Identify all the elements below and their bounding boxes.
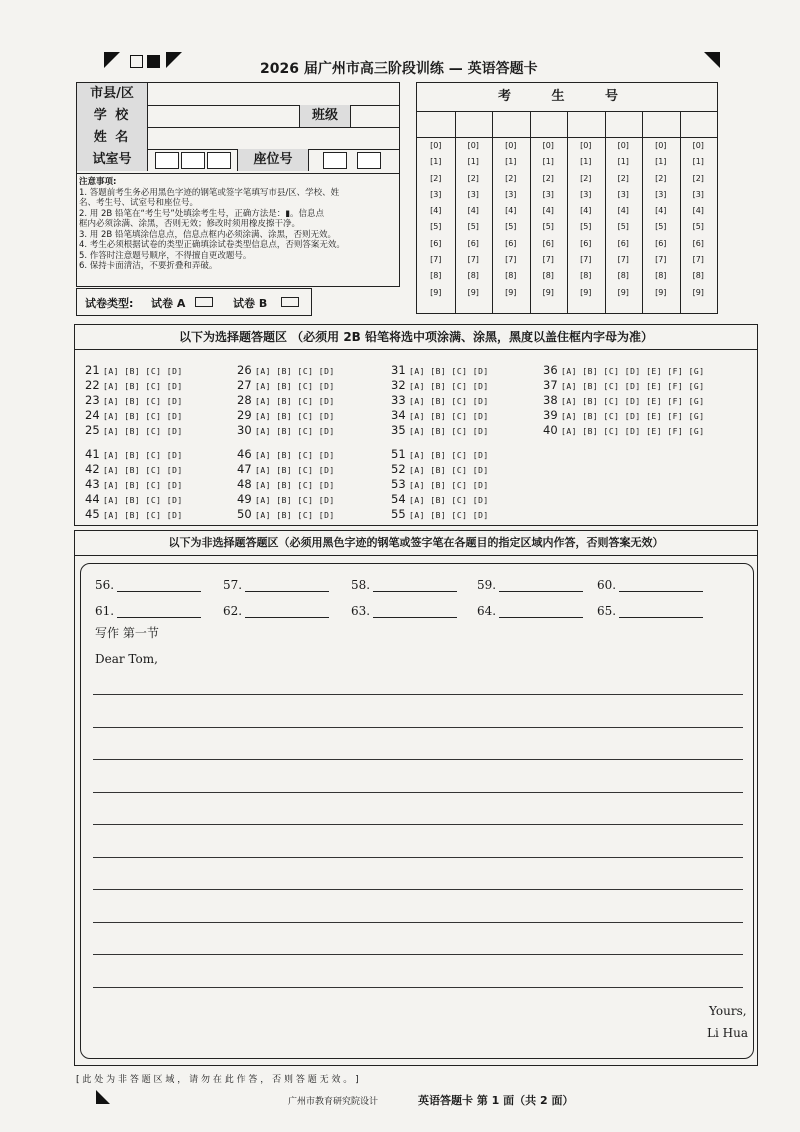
info-row-school xyxy=(77,105,399,128)
answer-bubbles[interactable]: [A] [B] [C] [D] xyxy=(409,367,489,376)
digit-bubble[interactable]: [3] xyxy=(655,189,667,199)
digit-bubble[interactable]: [8] xyxy=(692,271,704,281)
answer-bubbles[interactable]: [A] [B] [C] [D] xyxy=(409,496,489,505)
digit-bubble[interactable]: [7] xyxy=(617,255,629,265)
room-digit-box[interactable] xyxy=(181,152,205,169)
exam-number-column xyxy=(530,111,569,313)
exam-number-write-box[interactable] xyxy=(567,111,605,138)
digit-bubble[interactable]: [2] xyxy=(655,173,667,183)
blank-number: 58. xyxy=(351,578,371,592)
question-row xyxy=(85,462,183,477)
digit-bubble[interactable]: [1] xyxy=(467,157,479,167)
digit-bubble[interactable]: [6] xyxy=(617,238,629,248)
digit-bubble[interactable]: [7] xyxy=(542,255,554,265)
question-number: 49 xyxy=(237,492,252,506)
alignment-mark-icon xyxy=(704,52,720,68)
exam-number-grid xyxy=(416,82,718,314)
digit-bubble[interactable]: [2] xyxy=(505,173,517,183)
digit-bubble[interactable]: [2] xyxy=(580,173,592,183)
note-line: 名、考生号、试室号和座位号。 xyxy=(79,198,199,208)
question-row xyxy=(543,393,705,408)
writing-line[interactable] xyxy=(93,857,743,858)
answer-bubbles[interactable]: [A] [B] [C] [D] xyxy=(409,481,489,490)
blank-line[interactable] xyxy=(117,605,201,618)
question-number: 26 xyxy=(237,363,252,377)
question-number: 42 xyxy=(85,462,100,476)
digit-bubble[interactable]: [9] xyxy=(430,287,442,297)
note-line: 6. 保持卡面清洁，不要折叠和弄破。 xyxy=(79,261,218,271)
note-line: 1. 答题前考生务必用黑色字迹的钢笔或签字笔填写市县/区、学校、姓 xyxy=(79,187,340,198)
digit-bubble[interactable]: [4] xyxy=(692,206,704,216)
question-number: 55 xyxy=(391,507,406,521)
digit-bubble[interactable]: [4] xyxy=(580,206,592,216)
digit-bubble[interactable]: [0] xyxy=(467,141,479,150)
choice-section xyxy=(74,324,758,526)
digit-bubble[interactable]: [9] xyxy=(655,287,667,297)
fill-blank[interactable] xyxy=(351,604,457,618)
question-number: 34 xyxy=(391,408,406,422)
digit-bubble[interactable]: [6] xyxy=(430,238,442,248)
exam-number-write-box[interactable] xyxy=(455,111,493,138)
note-line: 4. 考生必须根据试卷的类型正确填涂试卷类型信息点，否则答案无效。 xyxy=(79,240,345,250)
question-row xyxy=(85,492,183,507)
digit-bubble[interactable]: [3] xyxy=(430,189,442,199)
solid-square-mark-icon xyxy=(147,55,160,68)
question-row xyxy=(391,378,489,393)
question-row xyxy=(237,378,335,393)
question-number: 45 xyxy=(85,507,100,521)
digit-bubble[interactable]: [8] xyxy=(655,271,667,281)
name-label: 姓 名 xyxy=(77,127,148,149)
digit-bubble[interactable]: [3] xyxy=(505,189,517,199)
digit-bubble[interactable]: [1] xyxy=(692,157,704,167)
answer-bubbles[interactable]: [A] [B] [C] [D] xyxy=(255,367,335,376)
answer-bubbles[interactable]: [A] [B] [C] [D] xyxy=(103,427,183,436)
digit-bubble[interactable]: [3] xyxy=(692,189,704,199)
question-number: 30 xyxy=(237,423,252,437)
fill-blank[interactable] xyxy=(477,578,583,592)
blank-number: 62. xyxy=(223,604,243,618)
question-row xyxy=(237,363,335,378)
digit-bubble[interactable]: [2] xyxy=(542,173,554,183)
answer-bubbles[interactable]: [A] [B] [C] [D] xyxy=(103,451,183,460)
digit-bubble[interactable]: [1] xyxy=(617,157,629,167)
digit-bubble[interactable]: [8] xyxy=(542,271,554,281)
note-line: 3. 用 2B 铅笔填涂信息点，信息点框内必须涂满、涂黑，否则无效。 xyxy=(79,229,336,240)
question-number: 31 xyxy=(391,363,406,377)
writing-line[interactable] xyxy=(93,792,743,793)
answer-bubbles[interactable]: [A] [B] [C] [D] [E] [F] [G] xyxy=(561,382,705,391)
digit-bubble[interactable]: [6] xyxy=(542,238,554,248)
writing-title: 写作 第一节 xyxy=(95,626,159,640)
blank-number: 61. xyxy=(95,604,115,618)
writing-line[interactable] xyxy=(93,759,743,760)
question-row xyxy=(391,462,489,477)
digit-bubble[interactable]: [7] xyxy=(430,255,442,265)
room-digit-box[interactable] xyxy=(207,152,231,169)
digit-bubble[interactable]: [2] xyxy=(617,173,629,183)
seat-digit-box[interactable] xyxy=(357,152,381,169)
blank-line[interactable] xyxy=(499,579,583,592)
digit-bubble[interactable]: [1] xyxy=(430,157,442,167)
question-number: 47 xyxy=(237,462,252,476)
question-number: 29 xyxy=(237,408,252,422)
exam-number-write-box[interactable] xyxy=(530,111,568,138)
digit-bubble[interactable]: [8] xyxy=(430,271,442,281)
exam-number-column xyxy=(605,111,644,313)
question-row xyxy=(237,423,335,438)
hollow-square-mark-icon xyxy=(130,55,143,68)
candidate-info-table xyxy=(76,82,400,174)
digit-bubble[interactable]: [9] xyxy=(617,287,629,297)
digit-bubble[interactable]: [6] xyxy=(580,238,592,248)
answer-bubbles[interactable]: [A] [B] [C] [D] xyxy=(409,412,489,421)
question-number: 23 xyxy=(85,393,100,407)
question-row xyxy=(543,423,705,438)
answer-bubbles[interactable]: [A] [B] [C] [D] xyxy=(103,412,183,421)
digit-bubble[interactable]: [2] xyxy=(692,173,704,183)
fill-blank[interactable] xyxy=(95,578,201,592)
exam-number-column xyxy=(417,111,456,313)
digit-bubble[interactable]: [7] xyxy=(580,255,592,265)
digit-bubble[interactable]: [7] xyxy=(655,255,667,265)
digit-bubble[interactable]: [4] xyxy=(430,206,442,216)
writing-area xyxy=(80,563,754,1059)
question-number: 43 xyxy=(85,477,100,491)
exam-number-column xyxy=(455,111,494,313)
blank-number: 65. xyxy=(597,604,617,618)
paper-b-label: 试卷 B xyxy=(233,297,268,310)
answer-bubbles[interactable]: [A] [B] [C] [D] xyxy=(255,397,335,406)
seat-digit-box[interactable] xyxy=(323,152,347,169)
writing-line[interactable] xyxy=(93,954,743,955)
exam-number-column xyxy=(492,111,531,313)
notes-box xyxy=(76,173,400,287)
question-number: 37 xyxy=(543,378,558,392)
question-row xyxy=(237,492,335,507)
digit-bubble[interactable]: [5] xyxy=(505,222,517,232)
salutation: Dear Tom, xyxy=(95,652,158,666)
digit-bubble[interactable]: [5] xyxy=(617,222,629,232)
blank-number: 56. xyxy=(95,578,115,592)
class-label: 班级 xyxy=(299,105,351,127)
question-row xyxy=(543,363,705,378)
digit-bubble[interactable]: [6] xyxy=(467,238,479,248)
question-number: 46 xyxy=(237,447,252,461)
school-label: 学 校 xyxy=(77,105,148,127)
note-line: 5. 作答时注意题号顺序，不得擅自更改题号。 xyxy=(79,250,252,261)
digit-bubble[interactable]: [3] xyxy=(467,189,479,199)
writing-line[interactable] xyxy=(93,922,743,923)
answer-bubbles[interactable]: [A] [B] [C] [D] xyxy=(255,412,335,421)
digit-bubble[interactable]: [9] xyxy=(542,287,554,297)
blank-line[interactable] xyxy=(245,605,329,618)
digit-bubble[interactable]: [4] xyxy=(655,206,667,216)
question-row xyxy=(85,408,183,423)
digit-bubble[interactable]: [6] xyxy=(692,238,704,248)
question-row xyxy=(391,393,489,408)
page-title: 2026 届广州市高三阶段训练 — 英语答题卡 xyxy=(260,61,538,77)
info-row-city xyxy=(77,83,399,106)
answer-bubbles[interactable]: [A] [B] [C] [D] xyxy=(409,451,489,460)
question-row xyxy=(237,477,335,492)
answer-bubbles[interactable]: [A] [B] [C] [D] xyxy=(103,397,183,406)
answer-bubbles[interactable]: [A] [B] [C] [D] xyxy=(103,367,183,376)
blank-number: 57. xyxy=(223,578,243,592)
writing-line[interactable] xyxy=(93,889,743,890)
answer-bubbles[interactable]: [A] [B] [C] [D] xyxy=(255,427,335,436)
blank-line[interactable] xyxy=(373,579,457,592)
fill-blank[interactable] xyxy=(223,578,329,592)
digit-bubble[interactable]: [8] xyxy=(467,271,479,281)
question-number: 35 xyxy=(391,423,406,437)
question-row xyxy=(237,408,335,423)
answer-bubbles[interactable]: [A] [B] [C] [D] xyxy=(103,382,183,391)
question-number: 50 xyxy=(237,507,252,521)
answer-bubbles[interactable]: [A] [B] [C] [D] xyxy=(103,481,183,490)
blank-number: 63. xyxy=(351,604,371,618)
paper-a-label: 试卷 A xyxy=(151,297,186,310)
blank-line[interactable] xyxy=(373,605,457,618)
question-row xyxy=(85,363,183,378)
exam-number-title: 考 生 号 xyxy=(417,83,717,112)
digit-bubble[interactable]: [4] xyxy=(542,206,554,216)
question-row xyxy=(85,423,183,438)
question-row xyxy=(85,447,183,462)
digit-bubble[interactable]: [8] xyxy=(580,271,592,281)
exam-number-write-box[interactable] xyxy=(605,111,643,138)
fill-blank[interactable] xyxy=(351,578,457,592)
exam-number-write-box[interactable] xyxy=(642,111,680,138)
digit-bubble[interactable]: [1] xyxy=(505,157,517,167)
digit-bubble[interactable]: [9] xyxy=(692,287,704,297)
answer-bubbles[interactable]: [A] [B] [C] [D] [E] [F] [G] xyxy=(561,367,705,376)
answer-bubbles[interactable]: [A] [B] [C] [D] xyxy=(409,511,489,520)
digit-bubble[interactable]: [1] xyxy=(655,157,667,167)
question-row xyxy=(391,477,489,492)
exam-number-write-box[interactable] xyxy=(492,111,530,138)
alignment-mark-icon xyxy=(104,52,120,68)
fill-blank[interactable] xyxy=(597,578,703,592)
blank-number: 60. xyxy=(597,578,617,592)
info-row-room xyxy=(77,149,399,171)
digit-bubble[interactable]: [7] xyxy=(467,255,479,265)
footer-designer: 广州市教育研究院设计 xyxy=(288,1097,379,1107)
answer-bubbles[interactable]: [A] [B] [C] [D] xyxy=(409,397,489,406)
question-number: 22 xyxy=(85,378,100,392)
question-number: 27 xyxy=(237,378,252,392)
question-number: 40 xyxy=(543,423,558,437)
paper-type-box xyxy=(76,288,312,316)
question-row xyxy=(237,447,335,462)
closing: Yours, xyxy=(709,1004,747,1018)
paper-a-bubble[interactable] xyxy=(195,297,213,307)
digit-bubble[interactable]: [0] xyxy=(505,141,517,150)
exam-number-column xyxy=(680,111,718,313)
digit-bubble[interactable]: [0] xyxy=(617,141,629,150)
answer-bubbles[interactable]: [A] [B] [C] [D] xyxy=(255,382,335,391)
digit-bubble[interactable]: [6] xyxy=(655,238,667,248)
digit-bubble[interactable]: [6] xyxy=(505,238,517,248)
answer-bubbles[interactable]: [A] [B] [C] [D] xyxy=(255,496,335,505)
answer-bubbles[interactable]: [A] [B] [C] [D] [E] [F] [G] xyxy=(561,412,705,421)
answer-bubbles[interactable]: [A] [B] [C] [D] xyxy=(409,427,489,436)
blank-number: 64. xyxy=(477,604,497,618)
answer-bubbles[interactable]: [A] [B] [C] [D] xyxy=(255,451,335,460)
question-row xyxy=(237,507,335,522)
digit-bubble[interactable]: [9] xyxy=(580,287,592,297)
question-number: 48 xyxy=(237,477,252,491)
digit-bubble[interactable]: [7] xyxy=(505,255,517,265)
question-number: 44 xyxy=(85,492,100,506)
fill-blank[interactable] xyxy=(477,604,583,618)
question-row xyxy=(543,378,705,393)
question-row xyxy=(237,393,335,408)
answer-bubbles[interactable]: [A] [B] [C] [D] [E] [F] [G] xyxy=(561,397,705,406)
notes-title: 注意事项: xyxy=(79,177,117,187)
answer-bubbles[interactable]: [A] [B] [C] [D] xyxy=(103,496,183,505)
writing-line[interactable] xyxy=(93,987,743,988)
exam-number-column xyxy=(642,111,681,313)
fill-blank[interactable] xyxy=(223,604,329,618)
answer-bubbles[interactable]: [A] [B] [C] [D] xyxy=(255,511,335,520)
digit-bubble[interactable]: [9] xyxy=(467,287,479,297)
digit-bubble[interactable]: [3] xyxy=(617,189,629,199)
blank-line[interactable] xyxy=(619,605,703,618)
answer-bubbles[interactable]: [A] [B] [C] [D] xyxy=(409,466,489,475)
question-number: 39 xyxy=(543,408,558,422)
digit-bubble[interactable]: [5] xyxy=(580,222,592,232)
info-row-name xyxy=(77,127,399,150)
question-row xyxy=(391,492,489,507)
answer-bubbles[interactable]: [A] [B] [C] [D] xyxy=(255,466,335,475)
question-row xyxy=(85,507,183,522)
digit-bubble[interactable]: [8] xyxy=(617,271,629,281)
signature: Li Hua xyxy=(707,1026,748,1040)
exam-number-column xyxy=(567,111,606,313)
city-label: 市县/区 xyxy=(77,83,148,105)
blank-line[interactable] xyxy=(619,579,703,592)
seat-label: 座位号 xyxy=(237,149,309,171)
writing-line[interactable] xyxy=(93,727,743,728)
digit-bubble[interactable]: [1] xyxy=(580,157,592,167)
blank-number: 59. xyxy=(477,578,497,592)
question-row xyxy=(85,477,183,492)
question-number: 53 xyxy=(391,477,406,491)
blank-line[interactable] xyxy=(245,579,329,592)
room-label: 试室号 xyxy=(77,149,148,171)
question-number: 24 xyxy=(85,408,100,422)
question-number: 51 xyxy=(391,447,406,461)
writing-line[interactable] xyxy=(93,694,743,695)
digit-bubble[interactable]: [0] xyxy=(580,141,592,150)
alignment-mark-icon xyxy=(166,52,182,68)
question-number: 52 xyxy=(391,462,406,476)
footer-page: 英语答题卡 第 1 面（共 2 面） xyxy=(418,1094,574,1107)
question-number: 33 xyxy=(391,393,406,407)
digit-bubble[interactable]: [5] xyxy=(542,222,554,232)
note-line: 框内必须涂满、涂黑，否则无效；修改时须用橡皮擦干净。 xyxy=(79,219,301,229)
digit-bubble[interactable]: [9] xyxy=(505,287,517,297)
question-number: 36 xyxy=(543,363,558,377)
digit-bubble[interactable]: [0] xyxy=(655,141,667,150)
paper-b-bubble[interactable] xyxy=(281,297,299,307)
question-row xyxy=(85,378,183,393)
question-row xyxy=(391,363,489,378)
digit-bubble[interactable]: [4] xyxy=(617,206,629,216)
question-number: 21 xyxy=(85,363,100,377)
question-row xyxy=(85,393,183,408)
digit-bubble[interactable]: [7] xyxy=(692,255,704,265)
question-number: 28 xyxy=(237,393,252,407)
note-line: 2. 用 2B 铅笔在“考生号”处填涂考生号，正确方法是：▮。信息点 xyxy=(79,208,324,219)
exam-number-write-box[interactable] xyxy=(680,111,718,138)
blank-line[interactable] xyxy=(117,579,201,592)
answer-bubbles[interactable]: [A] [B] [C] [D] [E] [F] [G] xyxy=(561,427,705,436)
fill-blank[interactable] xyxy=(597,604,703,618)
fill-blank[interactable] xyxy=(95,604,201,618)
question-number: 41 xyxy=(85,447,100,461)
answer-bubbles[interactable]: [A] [B] [C] [D] xyxy=(409,382,489,391)
digit-bubble[interactable]: [3] xyxy=(542,189,554,199)
digit-bubble[interactable]: [5] xyxy=(655,222,667,232)
question-row xyxy=(543,408,705,423)
room-digit-box[interactable] xyxy=(155,152,179,169)
digit-bubble[interactable]: [0] xyxy=(542,141,554,150)
answer-bubbles[interactable]: [A] [B] [C] [D] xyxy=(255,481,335,490)
paper-type-label: 试卷类型: xyxy=(85,297,134,310)
choice-section-header: 以下为选择题答题区 （必须用 2B 铅笔将选中项涂满、涂黑，黑度以盖住框内字母为准） xyxy=(75,325,757,350)
question-number: 54 xyxy=(391,492,406,506)
digit-bubble[interactable]: [2] xyxy=(430,173,442,183)
question-row xyxy=(391,423,489,438)
footer-warning: [ 此 处 为 非 答 题 区 域 ， 请 勿 在 此 作 答 ， 否 则 答 题 无 效 。 ] xyxy=(76,1075,359,1085)
digit-bubble[interactable]: [5] xyxy=(692,222,704,232)
digit-bubble[interactable]: [2] xyxy=(467,173,479,183)
question-row xyxy=(391,507,489,522)
digit-bubble[interactable]: [8] xyxy=(505,271,517,281)
exam-number-write-box[interactable] xyxy=(417,111,455,138)
question-number: 25 xyxy=(85,423,100,437)
blank-line[interactable] xyxy=(499,605,583,618)
question-number: 32 xyxy=(391,378,406,392)
digit-bubble[interactable]: [3] xyxy=(580,189,592,199)
digit-bubble[interactable]: [5] xyxy=(430,222,442,232)
answer-bubbles[interactable]: [A] [B] [C] [D] xyxy=(103,511,183,520)
non-choice-section-header: 以下为非选择题答题区（必须用黑色字迹的钢笔或签字笔在各题目的指定区域内作答，否则答案无效） xyxy=(75,531,757,556)
question-number: 38 xyxy=(543,393,558,407)
digit-bubble[interactable]: [0] xyxy=(430,141,442,150)
question-row xyxy=(237,462,335,477)
writing-line[interactable] xyxy=(93,824,743,825)
digit-bubble[interactable]: [4] xyxy=(505,206,517,216)
digit-bubble[interactable]: [5] xyxy=(467,222,479,232)
digit-bubble[interactable]: [4] xyxy=(467,206,479,216)
question-row xyxy=(391,408,489,423)
answer-bubbles[interactable]: [A] [B] [C] [D] xyxy=(103,466,183,475)
alignment-mark-icon xyxy=(96,1090,110,1104)
digit-bubble[interactable]: [0] xyxy=(692,141,704,150)
digit-bubble[interactable]: [1] xyxy=(542,157,554,167)
question-row xyxy=(391,447,489,462)
